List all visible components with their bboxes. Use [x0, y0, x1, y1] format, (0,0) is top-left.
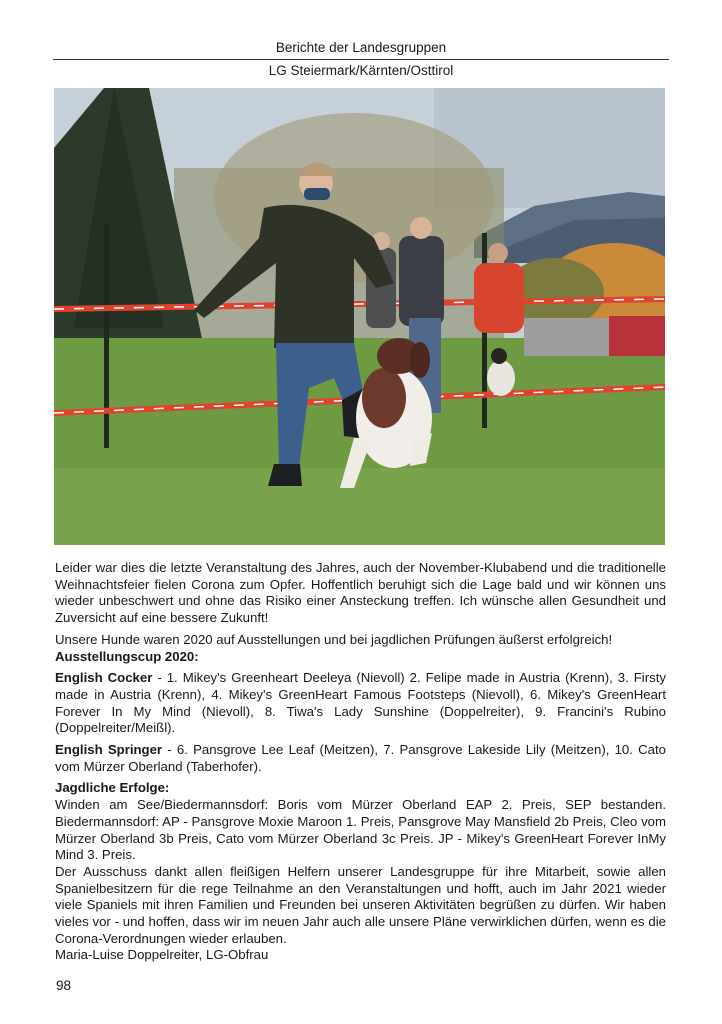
cocker-text: - 1. Mikey's Greenheart Deeleya (Nievoll) 2. Felipe made in Austria (Krenn), 3. Firsty made in Austria (Krenn), 4. Mikey's GreenHeart Famous Footsteps (Nievoll), 6. Mikey's GreenHeart Forever In My Mind (Nievoll), 8. Tiwa's Lady Sunshine (Doppelreiter), 9. Francini's Rubino (Doppelreiter/Meißl).: [55, 670, 666, 736]
springer-label: English Springer: [55, 742, 163, 758]
success-paragraph: Unsere Hunde waren 2020 auf Ausstellungen und bei jagdlichen Prüfungen äußerst erfolgreich!: [55, 631, 613, 647]
page-header: [53, 38, 669, 80]
cocker-label: English Cocker: [55, 670, 153, 686]
thanks-paragraph: Der Ausschuss dankt allen fleißigen Helfern unserer Landesgruppe für ihre Mitarbeit, sowie allen Spanielbesitzern für die rege Teilnahme an den Veranstaltungen und hofft, auch im Jahr 2021 wieder viele Spaniels mit ihren Familien und Freunden bei unseren Aktivitäten begrüßen zu dürfen. Wir haben vieles vor - und hoffen, dass wir im neuen Jahr auch alle unsere Pläne verwirklichen dürfen, wenn es die Corona-Verordnungen wieder erlauben.: [55, 863, 666, 946]
hunt-results: Winden am See/Biedermannsdorf: Boris vom Mürzer Oberland EAP 2. Preis, SEP bestanden. Biedermannsdorf: AP - Pansgrove Moxie Maroon 1. Preis, Pansgrove May Mansfield 2b Preis, Cleo vom Mürzer Oberland 3b Preis, Cato vom Mürzer Oberland 3c Preis. JP - Mikey's GreenHeart Forever InMy Mind 3. Preis.: [55, 797, 666, 863]
group-title: LG Steiermark/Kärnten/Osttirol: [268, 63, 454, 78]
cocker-results: [55, 670, 666, 737]
hunt-heading: Jagdliche Erfolge:: [55, 780, 170, 796]
header-rule: [53, 59, 669, 60]
section-title: Berichte der Landesgruppen: [275, 40, 447, 55]
photo-illustration: [54, 88, 665, 545]
event-photo: [54, 88, 665, 545]
signature: Maria-Luise Doppelreiter, LG-Obfrau: [55, 947, 269, 963]
springer-results: [55, 742, 666, 775]
springer-text: - 6. Pansgrove Lee Leaf (Meitzen), 7. Pansgrove Lakeside Lily (Meitzen), 10. Cato vom Mürzer Oberland (Taberhofer).: [55, 742, 666, 774]
cup-heading: Ausstellungscup 2020:: [55, 648, 199, 664]
page-number: 98: [56, 978, 72, 993]
intro-paragraph: Leider war dies die letzte Veranstaltung des Jahres, auch der November-Klubabend und die traditionelle Weihnachtsfeier fielen Corona zum Opfer. Hoffentlich beruhigt sich die Lage bald und wir können uns wieder unbeschwert und ohne das Risiko einer Ansteckung treffen. Ich wünsche allen Gesundheit und Zuversicht auf eine bessere Zukunft!: [55, 560, 666, 626]
article-body: [55, 560, 666, 964]
